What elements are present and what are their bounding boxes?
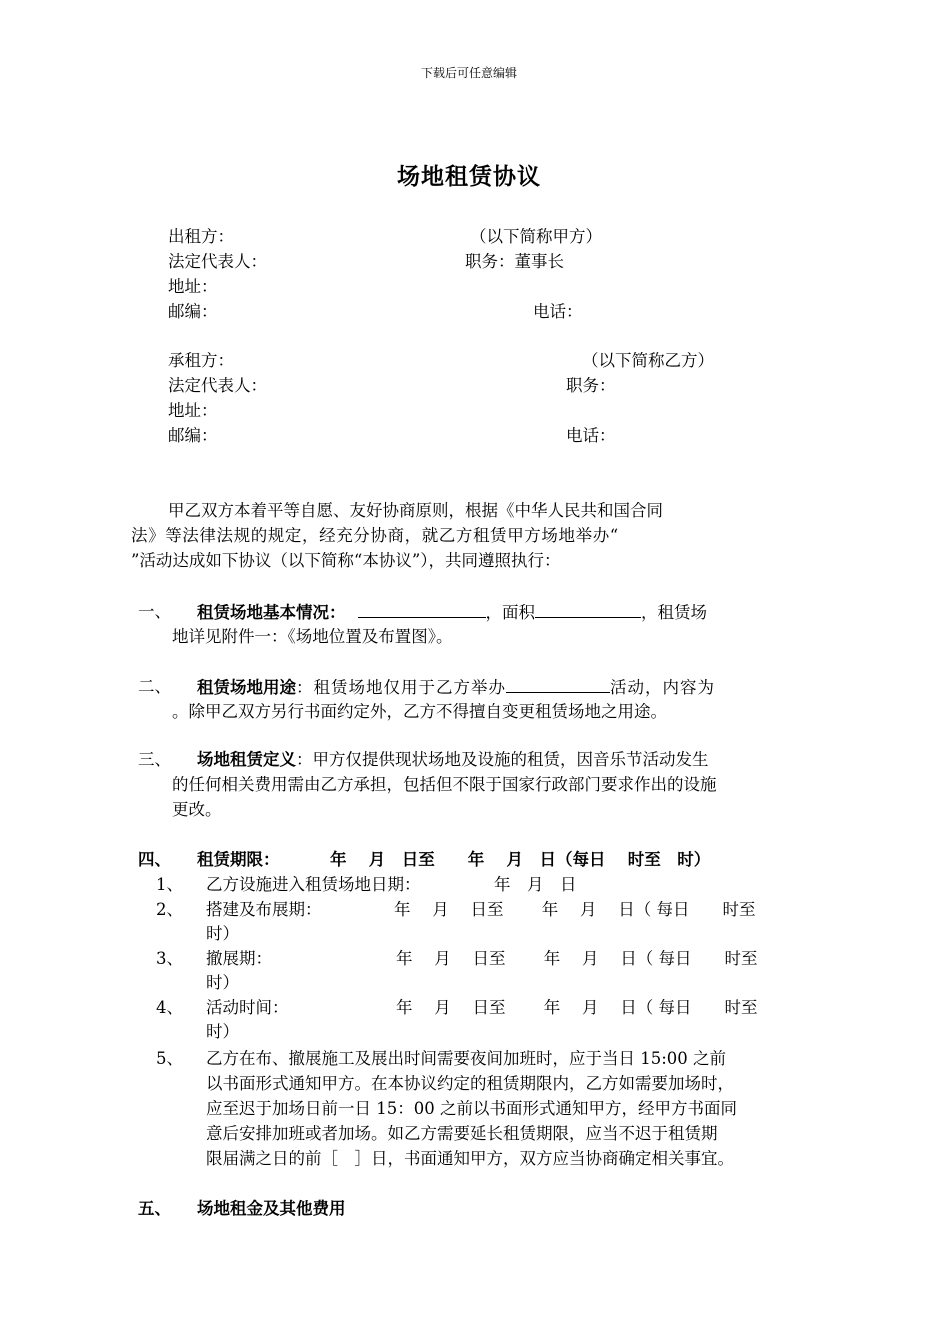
s4-item-2-value: 年 月 日至 年 月 日（ 每日 时至 [394, 900, 756, 919]
s4-number: 四、 [138, 850, 171, 869]
lessee-rep-label: 法定代表人： [168, 376, 267, 395]
s4-item-2-cont: 时） [206, 924, 239, 943]
s1-number: 一、 [138, 602, 171, 621]
intro-line-1: 甲乙双方本着平等自愿、友好协商原则，根据《中华人民共和国合同 [168, 501, 663, 520]
s4-item-1-value: 年 月 日 [494, 875, 577, 894]
s5-number: 五、 [138, 1199, 171, 1218]
lessor-position: 职务：董事长 [465, 252, 564, 271]
s1-heading: 租赁场地基本情况： [197, 603, 346, 622]
s4-heading: 租赁期限： [197, 850, 280, 869]
s5-heading: 场地租金及其他费用 [197, 1199, 346, 1218]
page-title: 场地租赁协议 [397, 163, 541, 190]
s3-text: ：甲方仅提供现状场地及设施的租赁，因音乐节活动发生 [296, 750, 709, 769]
download-note: 下载后可任意编辑 [420, 66, 517, 80]
s3-line-1 [197, 747, 709, 772]
s1-line-2: 地详见附件一：《场地位置及布置图》。 [172, 627, 453, 646]
s2-heading: 租赁场地用途 [197, 678, 296, 697]
s3-number: 三、 [138, 750, 171, 769]
lessee-position: 职务： [566, 376, 616, 395]
lessor-alias: （以下简称甲方） [470, 227, 602, 246]
s1-line-1 [197, 599, 707, 625]
lessee-phone-label: 电话： [566, 426, 616, 445]
s2-line-2: 。除甲乙双方另行书面约定外，乙方不得擅自变更租赁场地之用途。 [172, 702, 667, 721]
s4-period: 年 月 日至 年 月 日（每日 时至 时） [330, 850, 711, 869]
s4-item-1-number: 1、 [156, 875, 183, 894]
s4-item-4-value: 年 月 日至 年 月 日（ 每日 时至 [396, 998, 758, 1017]
lessor-phone-label: 电话： [533, 302, 583, 321]
s3-line-2: 的任何相关费用需由乙方承担，包括但不限于国家行政部门要求作出的设施 [172, 775, 717, 794]
s2-text-b: 活动，内容为 [610, 678, 715, 697]
s4-item-5-line-5: 限届满之日的前［ ］日，书面通知甲方，双方应当协商确定相关事宜。 [206, 1149, 734, 1168]
s4-item-5-line-3: 应至迟于加场日前一日 15：00 之前以书面形式通知甲方，经甲方书面同 [206, 1099, 737, 1118]
s1-tail: ，租赁场 [641, 603, 707, 622]
s2-blank-activity [506, 674, 610, 693]
s1-blank-place [358, 599, 486, 618]
lessee-address-label: 地址： [168, 401, 218, 420]
s4-item-3-number: 3、 [156, 949, 183, 968]
s4-item-1-label: 乙方设施进入租赁场地日期： [206, 875, 421, 894]
s4-item-2-number: 2、 [156, 900, 183, 919]
s1-blank-area [535, 599, 641, 618]
s2-number: 二、 [138, 677, 171, 696]
s4-item-3-value: 年 月 日至 年 月 日（ 每日 时至 [396, 949, 758, 968]
s4-item-2-label: 搭建及布展期： [206, 900, 322, 919]
lessee-postcode-label: 邮编： [168, 426, 218, 445]
lessee-label: 承租方： [168, 351, 234, 370]
s2-text-a: ：租赁场地仅用于乙方举办 [296, 678, 506, 697]
s4-item-5-line-2: 以书面形式通知甲方。在本协议约定的租赁期限内，乙方如需要加场时， [206, 1074, 734, 1093]
lessor-rep-label: 法定代表人： [168, 252, 267, 271]
s3-line-3: 更改。 [172, 800, 222, 819]
s4-item-4-cont: 时） [206, 1022, 239, 1041]
s4-item-5-line-4: 意后安排加班或者加场。如乙方需要延长租赁期限，应当不迟于租赁期 [206, 1124, 718, 1143]
s4-item-5-line-1: 乙方在布、撤展施工及展出时间需要夜间加班时，应于当日 15:00 之前 [206, 1049, 727, 1068]
s2-line-1 [197, 674, 715, 700]
s4-item-5-number: 5、 [156, 1049, 183, 1068]
intro-line-2: 法》等法律法规的规定，经充分协商，就乙方租赁甲方场地举办“ [131, 526, 619, 545]
intro-line-3: ”活动达成如下协议（以下简称“本协议”），共同遵照执行： [131, 551, 561, 570]
s4-item-3-label: 撤展期： [206, 949, 272, 968]
lessee-alias: （以下简称乙方） [582, 351, 714, 370]
lessor-address-label: 地址： [168, 277, 218, 296]
lessor-postcode-label: 邮编： [168, 302, 218, 321]
s3-heading: 场地租赁定义 [197, 750, 296, 769]
s4-item-4-number: 4、 [156, 998, 183, 1017]
s1-area-text: ，面积 [485, 603, 535, 622]
s4-item-4-label: 活动时间： [206, 998, 289, 1017]
lessor-label: 出租方： [168, 227, 234, 246]
s4-item-3-cont: 时） [206, 973, 239, 992]
